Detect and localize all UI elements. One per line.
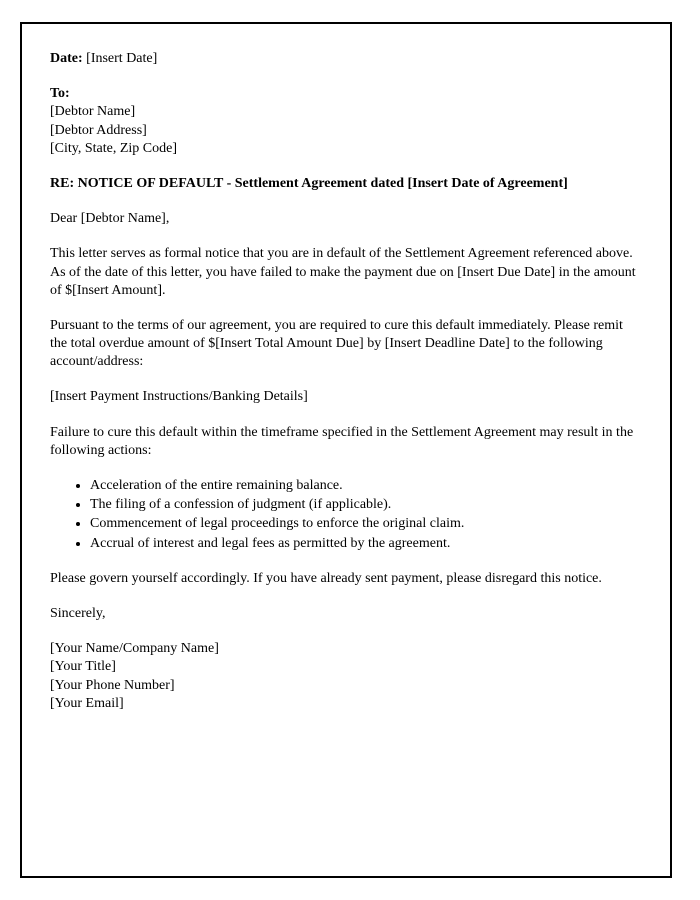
signoff: Sincerely, (50, 605, 106, 621)
bullet-item: • The filing of a confession of judgment (if applicable). (90, 496, 636, 514)
closing-paragraph: Please govern yourself accordingly. If you have already sent payment, please disregard this notice. (50, 570, 602, 586)
signature-line: [Your Title] (50, 659, 116, 675)
signature-block (50, 640, 636, 713)
paragraph-failure-consequences: Failure to cure this default within the timeframe specified in the Settlement Agreement may result in the following actions: (50, 424, 634, 458)
date-value: [Insert Date] (86, 51, 158, 66)
signature-line: [Your Phone Number] (50, 677, 175, 693)
subject-line: RE: NOTICE OF DEFAULT - Settlement Agreement dated [Insert Date of Agreement] (50, 175, 568, 191)
bullet-item: • Acceleration of the entire remaining balance. (90, 477, 636, 495)
date-label: Date: (50, 51, 83, 66)
paragraph-cure-demand: Pursuant to the terms of our agreement, you are required to cure this default immediately. Please remit the total overdue amount of $[Insert Total Amount Due] by [Insert Deadline Date] to the following account/address: (50, 317, 623, 370)
salutation: Dear [Debtor Name], (50, 211, 170, 227)
bullet-item: • Commencement of legal proceedings to enforce the original claim. (90, 515, 636, 533)
to-label: To: (50, 86, 70, 102)
bullet-item: • Accrual of interest and legal fees as permitted by the agreement. (90, 535, 636, 553)
payment-instructions-line: [Insert Payment Instructions/Banking Details] (50, 389, 308, 405)
paragraph-default-notice: This letter serves as formal notice that you are in default of the Settlement Agreement referenced above. As of the date of this letter, you have failed to make the payment due on [Insert Due Date] in the amount of $[Insert Amount]. (50, 246, 636, 298)
recipient-line: [Debtor Name] (50, 104, 136, 120)
signature-line: [Your Email] (50, 695, 124, 711)
recipient-block (50, 85, 636, 158)
signature-line: [Your Name/Company Name] (50, 641, 219, 657)
recipient-line: [Debtor Address] (50, 122, 147, 138)
consequences-list (50, 477, 636, 553)
recipient-line: [City, State, Zip Code] (50, 140, 178, 156)
date-line (50, 50, 636, 68)
letter-page (20, 22, 672, 878)
